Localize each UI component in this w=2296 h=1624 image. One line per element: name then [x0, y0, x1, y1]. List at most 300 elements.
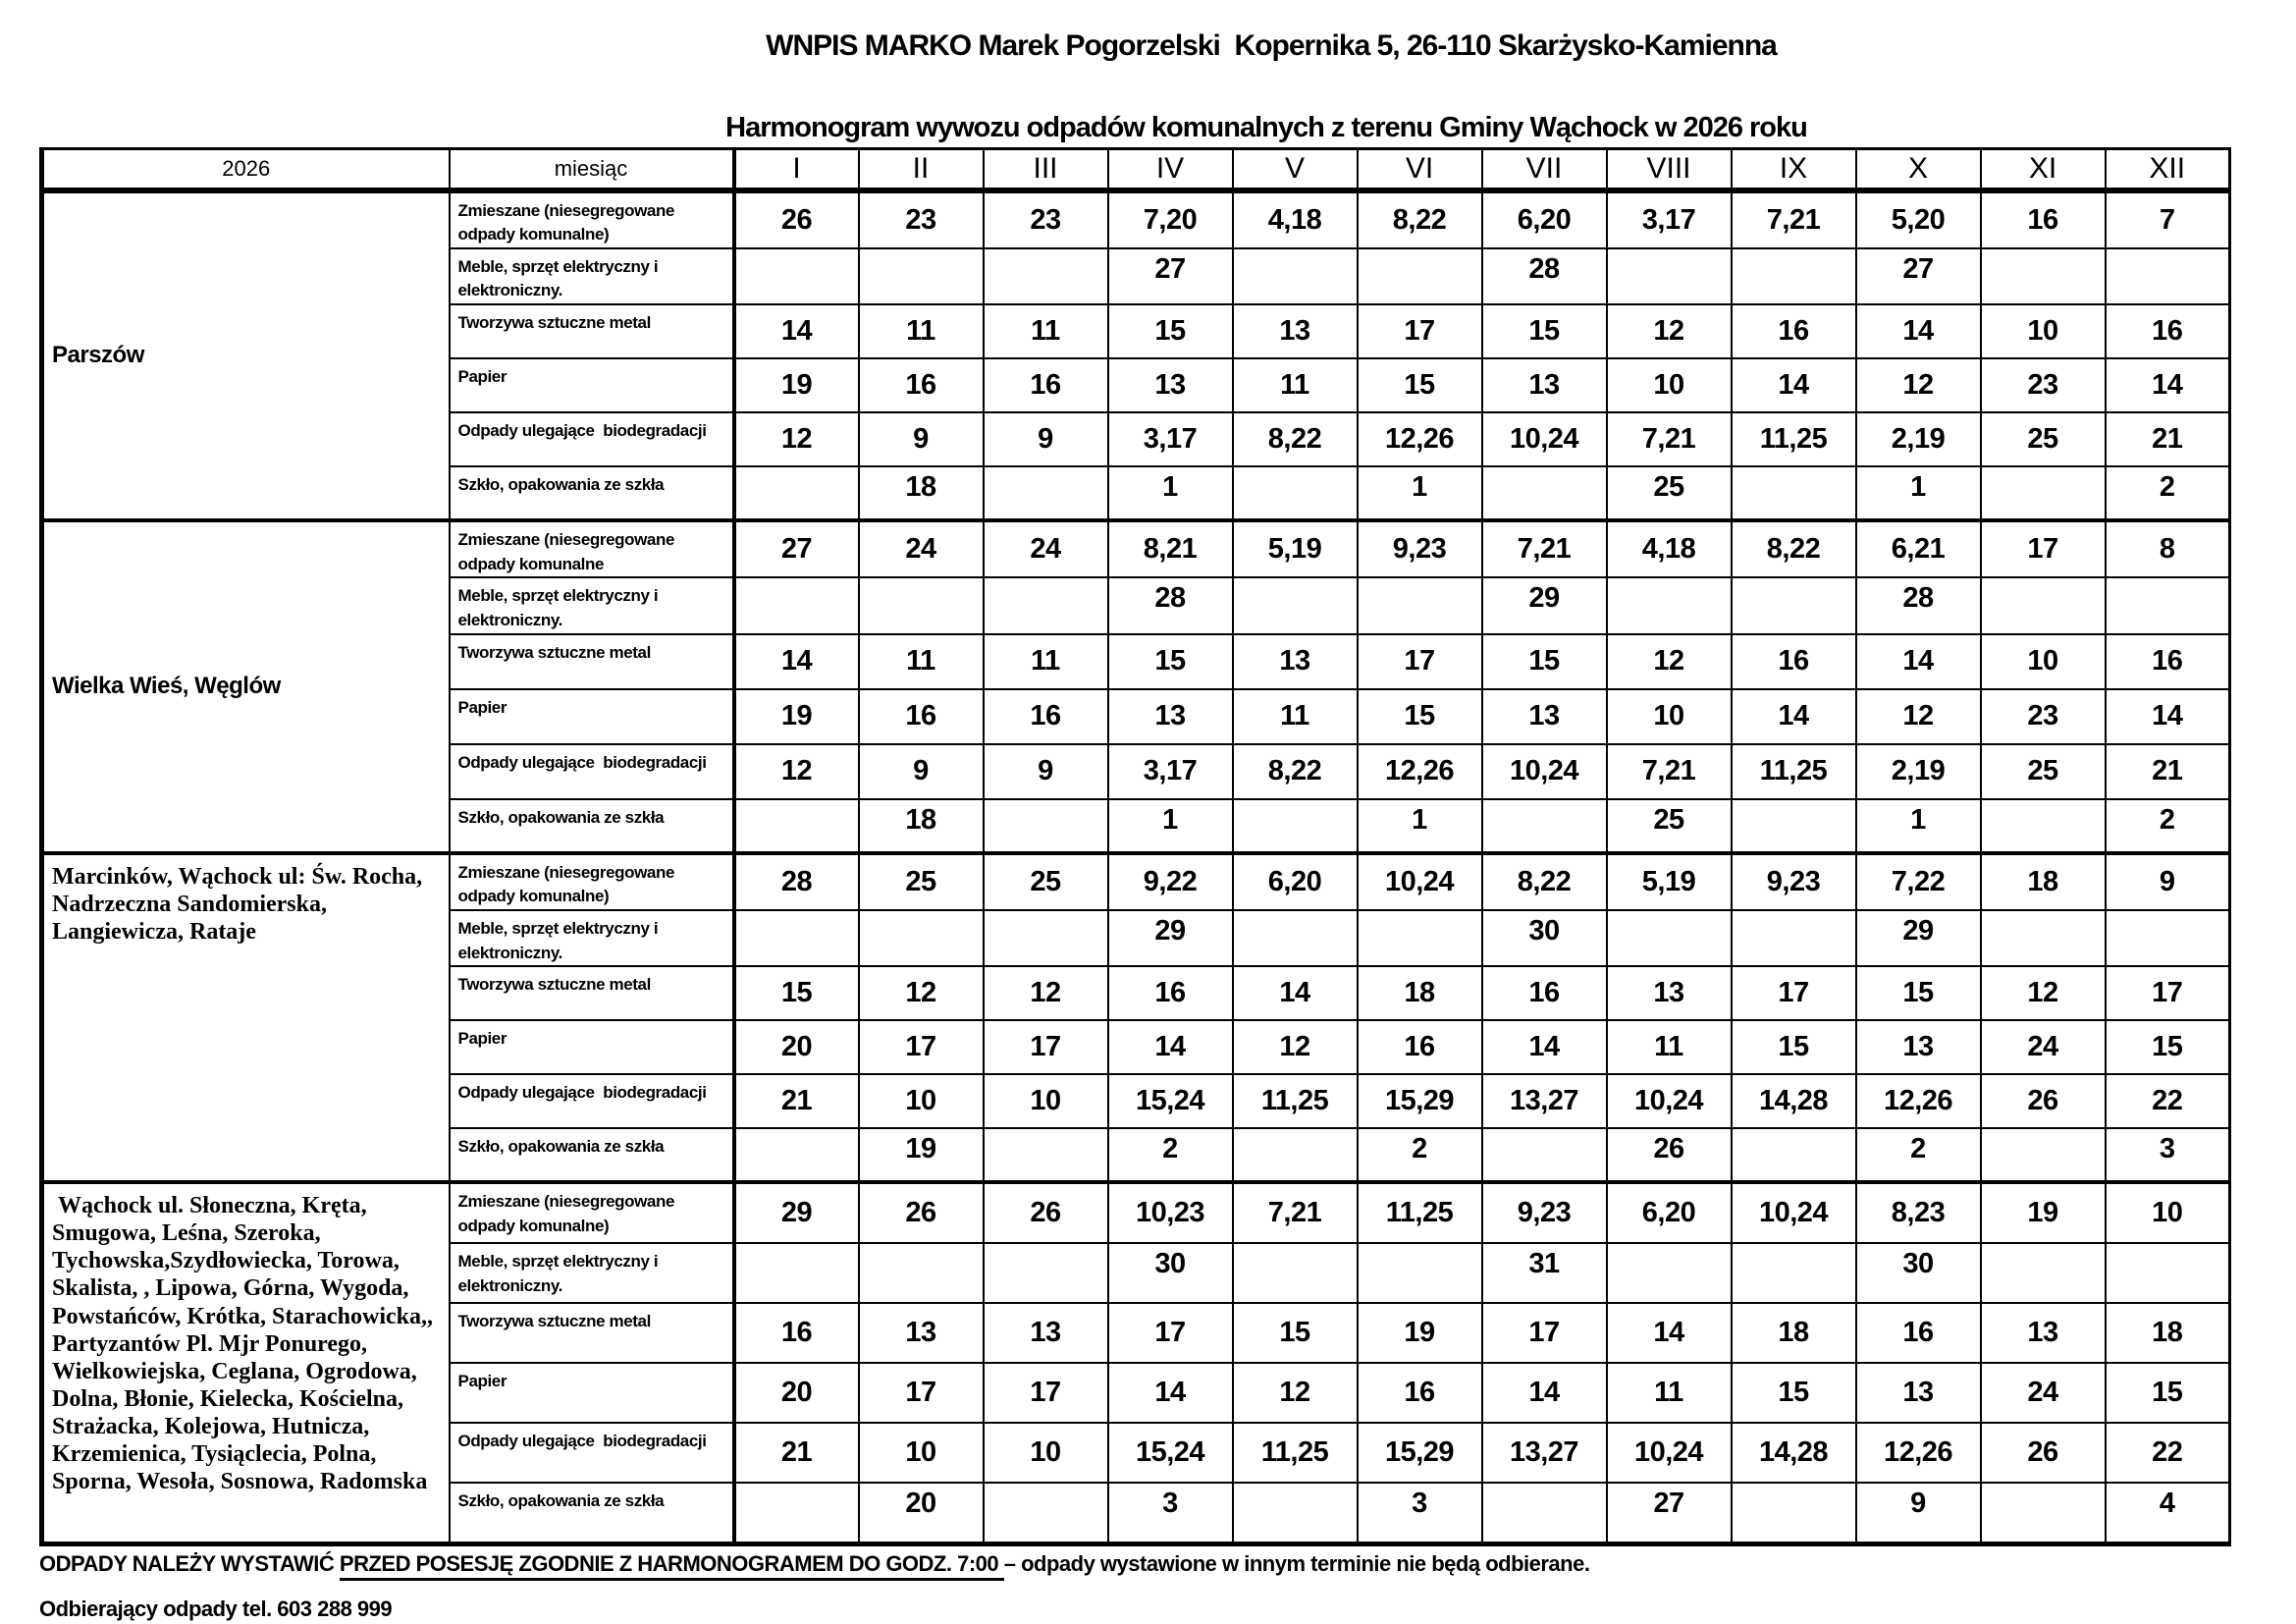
waste-type-cell: Odpady ulegające biodegradacji	[450, 1423, 734, 1483]
value-cell: 9	[859, 744, 984, 799]
value-cell: 12,26	[1358, 744, 1482, 799]
value-cell: 17	[1482, 1303, 1607, 1363]
waste-type-cell: Papier	[450, 358, 734, 412]
value-cell: 12,26	[1856, 1423, 1981, 1483]
value-cell: 9,23	[1482, 1182, 1607, 1243]
value-cell: 12	[1233, 1020, 1358, 1074]
waste-type-cell: Tworzywa sztuczne metal	[450, 966, 734, 1020]
waste-type-cell: Szkło, opakowania ze szkła	[450, 1128, 734, 1182]
waste-type-cell: Zmieszane (niesegregowane odpady komunalne)	[450, 853, 734, 910]
value-cell: 14	[1233, 966, 1358, 1020]
value-cell: 2	[1856, 1128, 1981, 1182]
month-col-IX: IX	[1732, 149, 1856, 190]
value-cell	[734, 799, 859, 853]
value-cell: 4	[2106, 1483, 2230, 1543]
value-cell: 10	[1981, 304, 2106, 358]
value-cell: 8,22	[1482, 853, 1607, 910]
value-cell: 7,21	[1607, 744, 1732, 799]
month-col-VIII: VIII	[1607, 149, 1732, 190]
value-cell: 17	[1358, 634, 1482, 689]
value-cell: 19	[734, 358, 859, 412]
value-cell: 21	[734, 1074, 859, 1128]
value-cell: 9	[2106, 853, 2230, 910]
value-cell: 12	[734, 412, 859, 466]
schedule-row	[42, 853, 2230, 910]
value-cell: 20	[734, 1020, 859, 1074]
value-cell: 6,21	[1856, 520, 1981, 577]
value-cell: 2	[2106, 466, 2230, 520]
value-cell: 11,25	[1732, 744, 1856, 799]
value-cell: 26	[1981, 1423, 2106, 1483]
value-cell	[734, 1128, 859, 1182]
value-cell: 22	[2106, 1423, 2230, 1483]
value-cell: 12	[734, 744, 859, 799]
value-cell: 3,17	[1108, 744, 1233, 799]
value-cell: 11,25	[1358, 1182, 1482, 1243]
value-cell: 1	[1358, 799, 1482, 853]
document-subtitle: Harmonogram wywozu odpadów komunalnych z terenu Gminy Wąchock w 2026 roku	[725, 112, 1807, 143]
value-cell	[1358, 577, 1482, 633]
value-cell	[1358, 1243, 1482, 1303]
value-cell	[1607, 910, 1732, 966]
value-cell: 10,23	[1108, 1182, 1233, 1243]
value-cell: 26	[734, 190, 859, 248]
value-cell: 27	[734, 520, 859, 577]
value-cell: 6,20	[1482, 190, 1607, 248]
value-cell	[1233, 910, 1358, 966]
area-cell: Wąchock ul. Słoneczna, Kręta, Smugowa, Leśna, Szeroka, Tychowska,Szydłowiecka, Torowa, Skalista, , Lipowa, Górna, Wygoda, Powstańców, Krótka, Starachowicka,, Partyzantów Pl. Mjr Ponurego, Wielkowiejska, Ceglana, Ogrodowa, Dolna, Błonie, Kielecka, Kościelna, Strażacka, Kolejowa, Hutnicza, Krzemienica, Tysiąclecia, Polna, Sporna, Wesoła, Sosnowa, Radomska	[42, 1182, 450, 1543]
value-cell	[1732, 1483, 1856, 1543]
value-cell: 1	[1856, 799, 1981, 853]
waste-type-cell: Odpady ulegające biodegradacji	[450, 1074, 734, 1128]
value-cell	[1732, 799, 1856, 853]
schedule-table-body	[42, 149, 2230, 1544]
value-cell: 30	[1482, 910, 1607, 966]
value-cell: 16	[1732, 304, 1856, 358]
area-cell: Parszów	[42, 190, 450, 521]
waste-type-cell: Odpady ulegające biodegradacji	[450, 412, 734, 466]
schedule-row	[42, 520, 2230, 577]
value-cell: 1	[1358, 466, 1482, 520]
value-cell: 17	[859, 1363, 984, 1423]
value-cell: 2,19	[1856, 412, 1981, 466]
value-cell: 10	[984, 1074, 1108, 1128]
value-cell	[1233, 248, 1358, 304]
value-cell: 14	[1732, 689, 1856, 744]
value-cell	[2106, 910, 2230, 966]
waste-type-cell: Zmieszane (niesegregowane odpady komunalne)	[450, 190, 734, 248]
value-cell: 3	[1358, 1483, 1482, 1543]
schedule-row	[42, 1182, 2230, 1243]
waste-type-cell: Odpady ulegające biodegradacji	[450, 744, 734, 799]
value-cell: 10	[2106, 1182, 2230, 1243]
value-cell	[1607, 577, 1732, 633]
value-cell: 16	[1856, 1303, 1981, 1363]
value-cell: 17	[984, 1363, 1108, 1423]
value-cell: 16	[859, 689, 984, 744]
value-cell: 29	[734, 1182, 859, 1243]
value-cell: 14	[1482, 1363, 1607, 1423]
month-col-I: I	[734, 149, 859, 190]
month-col-VII: VII	[1482, 149, 1607, 190]
value-cell: 14	[1482, 1020, 1607, 1074]
value-cell: 8,22	[1233, 744, 1358, 799]
value-cell: 8,23	[1856, 1182, 1981, 1243]
value-cell: 19	[1981, 1182, 2106, 1243]
value-cell: 16	[1358, 1020, 1482, 1074]
value-cell: 23	[984, 190, 1108, 248]
value-cell: 12,26	[1856, 1074, 1981, 1128]
value-cell	[2106, 577, 2230, 633]
value-cell: 7,21	[1482, 520, 1607, 577]
waste-type-cell: Tworzywa sztuczne metal	[450, 304, 734, 358]
value-cell: 17	[1108, 1303, 1233, 1363]
value-cell: 12	[1607, 304, 1732, 358]
value-cell	[734, 910, 859, 966]
value-cell: 23	[1981, 689, 2106, 744]
value-cell: 3,17	[1108, 412, 1233, 466]
value-cell	[1358, 910, 1482, 966]
value-cell: 15	[1732, 1020, 1856, 1074]
notice-line	[39, 1551, 1589, 1577]
waste-type-cell: Tworzywa sztuczne metal	[450, 634, 734, 689]
value-cell: 11,25	[1233, 1074, 1358, 1128]
value-cell: 15,29	[1358, 1074, 1482, 1128]
value-cell: 16	[984, 358, 1108, 412]
value-cell: 20	[734, 1363, 859, 1423]
value-cell	[1358, 248, 1482, 304]
value-cell: 5,20	[1856, 190, 1981, 248]
value-cell: 15	[1358, 358, 1482, 412]
value-cell: 10	[984, 1423, 1108, 1483]
value-cell: 14,28	[1732, 1423, 1856, 1483]
value-cell: 13	[1482, 358, 1607, 412]
value-cell: 7,21	[1732, 190, 1856, 248]
value-cell	[984, 248, 1108, 304]
value-cell	[984, 1483, 1108, 1543]
value-cell	[2106, 1243, 2230, 1303]
value-cell: 13	[1856, 1020, 1981, 1074]
value-cell: 10,24	[1607, 1074, 1732, 1128]
month-col-X: X	[1856, 149, 1981, 190]
value-cell: 1	[1856, 466, 1981, 520]
value-cell: 11,25	[1233, 1423, 1358, 1483]
year-header: 2026	[42, 149, 450, 190]
value-cell: 15	[1233, 1303, 1358, 1363]
value-cell: 18	[1358, 966, 1482, 1020]
value-cell: 6,20	[1607, 1182, 1732, 1243]
value-cell: 24	[1981, 1363, 2106, 1423]
value-cell: 10,24	[1358, 853, 1482, 910]
value-cell: 27	[1856, 248, 1981, 304]
waste-type-cell: Meble, sprzęt elektryczny i elektroniczny.	[450, 248, 734, 304]
value-cell: 16	[1482, 966, 1607, 1020]
value-cell: 16	[734, 1303, 859, 1363]
value-cell: 9,23	[1358, 520, 1482, 577]
value-cell: 11	[984, 634, 1108, 689]
value-cell: 10	[1607, 689, 1732, 744]
value-cell: 13	[1856, 1363, 1981, 1423]
value-cell: 13	[1233, 634, 1358, 689]
value-cell: 28	[1482, 248, 1607, 304]
value-cell	[1482, 1483, 1607, 1543]
notice-suffix: – odpady wystawione w innym terminie nie będą odbierane.	[1003, 1551, 1590, 1576]
value-cell: 12	[1856, 358, 1981, 412]
value-cell: 22	[2106, 1074, 2230, 1128]
value-cell: 9	[1856, 1483, 1981, 1543]
value-cell	[984, 1243, 1108, 1303]
waste-type-cell: Szkło, opakowania ze szkła	[450, 1483, 734, 1543]
month-col-V: V	[1233, 149, 1358, 190]
value-cell: 8,21	[1108, 520, 1233, 577]
value-cell: 15	[1482, 634, 1607, 689]
value-cell: 12	[1856, 689, 1981, 744]
value-cell: 21	[734, 1423, 859, 1483]
value-cell: 16	[859, 358, 984, 412]
area-cell: Marcinków, Wąchock ul: Św. Rocha, Nadrzeczna Sandomierska, Langiewicza, Rataje	[42, 853, 450, 1183]
month-col-III: III	[984, 149, 1108, 190]
value-cell: 13	[1981, 1303, 2106, 1363]
value-cell	[1233, 1243, 1358, 1303]
value-cell	[1981, 466, 2106, 520]
value-cell: 9	[859, 412, 984, 466]
value-cell: 25	[984, 853, 1108, 910]
value-cell: 13	[1233, 304, 1358, 358]
value-cell: 7	[2106, 190, 2230, 248]
value-cell: 11	[1233, 689, 1358, 744]
value-cell: 16	[2106, 304, 2230, 358]
value-cell	[734, 577, 859, 633]
value-cell: 13	[1482, 689, 1607, 744]
value-cell: 14	[2106, 689, 2230, 744]
value-cell: 2	[1358, 1128, 1482, 1182]
value-cell: 1	[1108, 799, 1233, 853]
value-cell: 12	[984, 966, 1108, 1020]
value-cell: 2	[1108, 1128, 1233, 1182]
value-cell: 29	[1482, 577, 1607, 633]
value-cell: 10,24	[1732, 1182, 1856, 1243]
value-cell: 14	[1856, 634, 1981, 689]
value-cell: 11	[859, 634, 984, 689]
value-cell: 14	[734, 304, 859, 358]
value-cell: 15	[1856, 966, 1981, 1020]
value-cell	[1732, 910, 1856, 966]
value-cell: 7,21	[1607, 412, 1732, 466]
value-cell	[984, 799, 1108, 853]
value-cell: 20	[859, 1483, 984, 1543]
value-cell	[1233, 577, 1358, 633]
value-cell	[1981, 1128, 2106, 1182]
value-cell: 24	[984, 520, 1108, 577]
value-cell: 5,19	[1607, 853, 1732, 910]
waste-type-cell: Papier	[450, 1020, 734, 1074]
value-cell	[734, 248, 859, 304]
value-cell	[1233, 1128, 1358, 1182]
value-cell	[1732, 466, 1856, 520]
value-cell: 8,22	[1358, 190, 1482, 248]
value-cell: 14	[1856, 304, 1981, 358]
value-cell: 24	[859, 520, 984, 577]
value-cell: 25	[1981, 744, 2106, 799]
value-cell: 13	[1607, 966, 1732, 1020]
value-cell: 11	[1607, 1020, 1732, 1074]
value-cell: 10	[1607, 358, 1732, 412]
value-cell: 16	[984, 689, 1108, 744]
value-cell	[984, 577, 1108, 633]
value-cell: 17	[859, 1020, 984, 1074]
value-cell: 19	[1358, 1303, 1482, 1363]
value-cell: 1	[1108, 466, 1233, 520]
value-cell: 6,20	[1233, 853, 1358, 910]
value-cell: 11	[1233, 358, 1358, 412]
value-cell: 15,24	[1108, 1074, 1233, 1128]
value-cell: 14	[1607, 1303, 1732, 1363]
notice-underlined-text: PRZED POSESJĘ ZGODNIE Z HARMONOGRAMEM DO GODZ. 7:00	[340, 1551, 1004, 1581]
table-header-row	[42, 149, 2230, 190]
value-cell: 19	[859, 1128, 984, 1182]
month-col-II: II	[859, 149, 984, 190]
value-cell: 16	[2106, 634, 2230, 689]
value-cell	[1482, 799, 1607, 853]
value-cell: 10,24	[1482, 744, 1607, 799]
value-cell	[984, 466, 1108, 520]
value-cell: 26	[1607, 1128, 1732, 1182]
value-cell: 15	[1108, 304, 1233, 358]
waste-type-cell: Szkło, opakowania ze szkła	[450, 466, 734, 520]
value-cell: 21	[2106, 412, 2230, 466]
month-col-XI: XI	[1981, 149, 2106, 190]
value-cell: 26	[984, 1182, 1108, 1243]
value-cell: 30	[1108, 1243, 1233, 1303]
value-cell: 21	[2106, 744, 2230, 799]
value-cell: 9,23	[1732, 853, 1856, 910]
waste-type-cell: Tworzywa sztuczne metal	[450, 1303, 734, 1363]
value-cell: 15	[1482, 304, 1607, 358]
value-cell: 28	[734, 853, 859, 910]
value-cell: 9,22	[1108, 853, 1233, 910]
value-cell: 5,19	[1233, 520, 1358, 577]
value-cell: 10,24	[1607, 1423, 1732, 1483]
value-cell: 25	[1607, 466, 1732, 520]
value-cell: 11	[859, 304, 984, 358]
month-col-XII: XII	[2106, 149, 2230, 190]
value-cell: 23	[859, 190, 984, 248]
value-cell: 12,26	[1358, 412, 1482, 466]
value-cell	[859, 577, 984, 633]
value-cell	[734, 1483, 859, 1543]
waste-type-cell: Zmieszane (niesegregowane odpady komunalne	[450, 520, 734, 577]
value-cell: 17	[1358, 304, 1482, 358]
value-cell	[1981, 1483, 2106, 1543]
value-cell	[1732, 1128, 1856, 1182]
value-cell: 12	[1607, 634, 1732, 689]
value-cell: 25	[1981, 412, 2106, 466]
value-cell: 3	[1108, 1483, 1233, 1543]
value-cell: 10	[1981, 634, 2106, 689]
value-cell: 14	[734, 634, 859, 689]
value-cell: 2	[2106, 799, 2230, 853]
waste-type-cell: Szkło, opakowania ze szkła	[450, 799, 734, 853]
value-cell: 15	[1108, 634, 1233, 689]
value-cell	[1607, 248, 1732, 304]
value-cell	[2106, 248, 2230, 304]
value-cell: 31	[1482, 1243, 1607, 1303]
value-cell: 7,20	[1108, 190, 1233, 248]
value-cell: 25	[1607, 799, 1732, 853]
value-cell: 28	[1108, 577, 1233, 633]
value-cell: 8	[2106, 520, 2230, 577]
value-cell: 14	[2106, 358, 2230, 412]
value-cell: 7,21	[1233, 1182, 1358, 1243]
value-cell: 18	[859, 799, 984, 853]
value-cell: 11	[984, 304, 1108, 358]
value-cell: 25	[859, 853, 984, 910]
value-cell: 12	[1981, 966, 2106, 1020]
value-cell: 28	[1856, 577, 1981, 633]
value-cell: 15,24	[1108, 1423, 1233, 1483]
value-cell: 26	[859, 1182, 984, 1243]
harmonogram-table	[39, 147, 2231, 1546]
value-cell: 16	[1732, 634, 1856, 689]
value-cell: 12	[1233, 1363, 1358, 1423]
schedule-row	[42, 190, 2230, 248]
month-col-IV: IV	[1108, 149, 1233, 190]
value-cell: 15	[2106, 1020, 2230, 1074]
value-cell	[859, 248, 984, 304]
value-cell: 19	[734, 689, 859, 744]
value-cell	[984, 910, 1108, 966]
value-cell: 14	[1732, 358, 1856, 412]
value-cell: 15	[1732, 1363, 1856, 1423]
waste-type-cell: Papier	[450, 1363, 734, 1423]
value-cell: 2,19	[1856, 744, 1981, 799]
value-cell: 17	[2106, 966, 2230, 1020]
value-cell: 12	[859, 966, 984, 1020]
value-cell: 17	[1732, 966, 1856, 1020]
value-cell: 17	[984, 1020, 1108, 1074]
value-cell: 30	[1856, 1243, 1981, 1303]
value-cell: 8,22	[1233, 412, 1358, 466]
value-cell: 18	[1732, 1303, 1856, 1363]
waste-type-cell: Papier	[450, 689, 734, 744]
value-cell: 13	[1108, 689, 1233, 744]
value-cell	[1981, 1243, 2106, 1303]
value-cell: 27	[1108, 248, 1233, 304]
value-cell	[1981, 248, 2106, 304]
value-cell	[1981, 577, 2106, 633]
value-cell: 16	[1358, 1363, 1482, 1423]
value-cell	[859, 1243, 984, 1303]
value-cell: 13	[1108, 358, 1233, 412]
value-cell: 18	[1981, 853, 2106, 910]
value-cell	[859, 910, 984, 966]
value-cell: 11,25	[1732, 412, 1856, 466]
value-cell	[1482, 1128, 1607, 1182]
value-cell: 10	[859, 1423, 984, 1483]
value-cell: 15	[1358, 689, 1482, 744]
notice-prefix: ODPADY NALEŻY WYSTAWIĆ	[39, 1551, 340, 1576]
value-cell	[1233, 1483, 1358, 1543]
collector-phone-line: Odbierający odpady tel. 603 288 999	[39, 1597, 393, 1621]
value-cell: 16	[1981, 190, 2106, 248]
area-cell: Wielka Wieś, Węglów	[42, 520, 450, 853]
value-cell: 8,22	[1732, 520, 1856, 577]
waste-type-cell: Meble, sprzęt elektryczny i elektroniczny.	[450, 1243, 734, 1303]
value-cell: 17	[1981, 520, 2106, 577]
value-cell	[984, 1128, 1108, 1182]
value-cell: 4,18	[1607, 520, 1732, 577]
value-cell: 23	[1981, 358, 2106, 412]
